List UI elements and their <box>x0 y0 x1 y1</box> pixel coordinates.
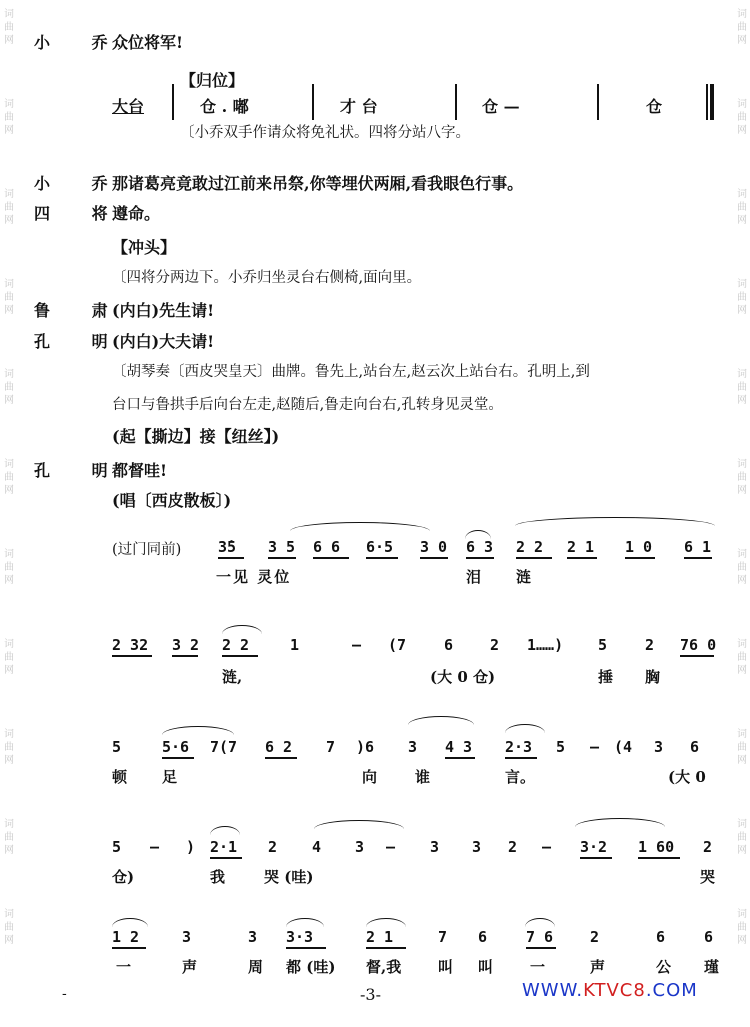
watermark-char: 网 <box>737 845 747 856</box>
note: 5·6 <box>162 738 190 756</box>
beam <box>172 655 198 657</box>
watermark-block <box>735 8 749 47</box>
lyric: 声 <box>182 958 198 976</box>
watermark-char: 网 <box>4 215 14 226</box>
watermark-char: 词 <box>4 459 14 470</box>
note: 7 <box>326 738 336 756</box>
note: (7 <box>388 636 407 654</box>
note: ) <box>186 838 196 856</box>
beam <box>265 757 297 759</box>
page-number: -3- <box>360 985 381 1004</box>
watermark-char: 词 <box>737 909 747 920</box>
watermark-char: 词 <box>737 819 747 830</box>
watermark-block <box>2 548 16 587</box>
lyric: 一 <box>116 958 132 976</box>
watermark-block <box>735 638 749 677</box>
note: 1 60 <box>638 838 675 856</box>
slur <box>575 818 665 827</box>
lyric: (大 0 <box>668 768 706 786</box>
watermark-char: 词 <box>737 729 747 740</box>
beam <box>684 557 712 559</box>
watermark-char: 词 <box>4 639 14 650</box>
note: 2 <box>645 636 655 654</box>
note: 3 <box>355 838 365 856</box>
lyric: 向 <box>362 768 378 786</box>
note: )6 <box>356 738 375 756</box>
note: (4 <box>614 738 633 756</box>
dialogue-text: (内白)大夫请! <box>112 332 215 351</box>
watermark-char: 网 <box>737 665 747 676</box>
stage-direction: 台口与鲁拱手后向台左走,赵随后,鲁走向台右,孔转身见灵堂。 <box>112 397 503 413</box>
watermark-char: 词 <box>4 909 14 920</box>
beam <box>420 557 448 559</box>
lyric: 顿 <box>112 768 128 786</box>
beam <box>526 947 556 949</box>
watermark-char: 曲 <box>4 922 14 933</box>
bar-line <box>172 84 174 120</box>
gui-wei-cell: 才 台 <box>340 97 378 116</box>
note: 3·3 <box>286 928 314 946</box>
note: 1 <box>290 636 300 654</box>
slur <box>286 918 324 927</box>
watermark-char: 曲 <box>737 292 747 303</box>
watermark-char: 曲 <box>737 112 747 123</box>
note: 5 <box>598 636 608 654</box>
lyric: 泪 <box>466 568 482 586</box>
watermark-char: 网 <box>737 755 747 766</box>
site-url <box>522 980 698 1001</box>
watermark-block <box>2 728 16 767</box>
lyric: 捶 <box>598 668 614 686</box>
lyric: 仓) <box>112 868 135 886</box>
note: — <box>150 838 160 856</box>
slur <box>505 724 545 733</box>
watermark-char: 曲 <box>4 202 14 213</box>
lyric: 胸 <box>645 668 661 686</box>
note: 2 2 <box>516 538 544 556</box>
watermark-char: 曲 <box>4 22 14 33</box>
watermark-char: 曲 <box>4 562 14 573</box>
note: 6 <box>656 928 666 946</box>
watermark-block <box>2 908 16 947</box>
watermark-char: 曲 <box>737 562 747 573</box>
note: 6 3 <box>466 538 494 556</box>
note: 3 <box>248 928 258 946</box>
beam <box>638 857 680 859</box>
watermark-block <box>735 368 749 407</box>
watermark-char: 词 <box>4 369 14 380</box>
note: 7(7 <box>210 738 238 756</box>
note: 2 <box>490 636 500 654</box>
watermark-char: 词 <box>737 549 747 560</box>
lyric: 谁 <box>415 768 431 786</box>
dialogue-text: 众位将军! <box>112 33 184 52</box>
role-name: 鲁 肃 <box>34 301 126 320</box>
watermark-char: 曲 <box>737 472 747 483</box>
watermark-char: 网 <box>737 35 747 46</box>
role-name: 四 将 <box>34 204 126 223</box>
beam <box>112 947 146 949</box>
watermark-char: 词 <box>4 9 14 20</box>
watermark-char: 网 <box>4 305 14 316</box>
note: 3 5 <box>268 538 296 556</box>
footer-mark: - <box>62 986 67 1002</box>
watermark-block <box>735 278 749 317</box>
role-name: 孔 明 <box>34 332 126 351</box>
lyric: 一 <box>530 958 546 976</box>
beam <box>466 557 494 559</box>
watermark-char: 曲 <box>737 652 747 663</box>
watermark-char: 词 <box>4 549 14 560</box>
slur <box>162 726 234 735</box>
watermark-char: 词 <box>4 189 14 200</box>
watermark-char: 曲 <box>4 652 14 663</box>
watermark-block <box>2 188 16 227</box>
bar-line <box>706 84 708 120</box>
watermark-char: 词 <box>737 279 747 290</box>
note: 5 <box>112 738 122 756</box>
note: 3̇5 <box>218 538 237 556</box>
dialogue-text: 那诸葛亮竟敢过江前来吊祭,你等埋伏两厢,看我眼色行事。 <box>112 174 524 193</box>
watermark-block <box>735 188 749 227</box>
note: 6 <box>704 928 714 946</box>
watermark-char: 词 <box>4 819 14 830</box>
lyric: 周 <box>248 958 264 976</box>
note: 6 <box>478 928 488 946</box>
watermark-block <box>735 458 749 497</box>
watermark-char: 曲 <box>737 202 747 213</box>
watermark-block <box>2 638 16 677</box>
gui-wei-cell: 仓 <box>646 97 663 116</box>
note: 7 6 <box>526 928 554 946</box>
watermark-char: 网 <box>737 485 747 496</box>
beam <box>445 757 475 759</box>
watermark-char: 词 <box>737 99 747 110</box>
note: 5 <box>112 838 122 856</box>
watermark-block <box>2 8 16 47</box>
beam <box>680 655 714 657</box>
beam <box>366 557 398 559</box>
note: 4 3 <box>445 738 473 756</box>
beam <box>516 557 552 559</box>
beam <box>625 557 655 559</box>
watermark-char: 词 <box>737 639 747 650</box>
gui-wei-cell: 仓 — <box>482 97 520 116</box>
watermark-char: 词 <box>737 459 747 470</box>
lyric: 涟, <box>222 668 243 686</box>
bar-line <box>597 84 599 120</box>
note: 2·3 <box>505 738 533 756</box>
note: — <box>590 738 600 756</box>
watermark-block <box>735 728 749 767</box>
note: 1……) <box>527 636 564 654</box>
watermark-block <box>2 458 16 497</box>
watermark-char: 网 <box>4 485 14 496</box>
note: 2 2 <box>222 636 250 654</box>
note: 6 <box>444 636 454 654</box>
note: 3 <box>430 838 440 856</box>
lyric: 哭 (哇) <box>264 868 314 886</box>
watermark-char: 网 <box>4 665 14 676</box>
watermark-char: 曲 <box>4 292 14 303</box>
watermark-char: 网 <box>4 935 14 946</box>
watermark-block <box>735 818 749 857</box>
lyric: 瑾 <box>704 958 720 976</box>
watermark-char: 词 <box>737 189 747 200</box>
watermark-block <box>2 278 16 317</box>
note: 3 2 <box>172 636 200 654</box>
slur <box>112 918 148 927</box>
lyric: 足 <box>162 768 178 786</box>
lyric: 涟 <box>516 568 532 586</box>
watermark-char: 曲 <box>737 22 747 33</box>
watermark-char: 词 <box>737 369 747 380</box>
stage-direction: 〔四将分两边下。小乔归坐灵台右侧椅,面向里。 <box>112 270 422 286</box>
note: — <box>386 838 396 856</box>
beam <box>286 947 326 949</box>
lyric: 声 <box>590 958 606 976</box>
beam <box>567 557 597 559</box>
watermark-char: 词 <box>4 99 14 110</box>
lyric: 公 <box>656 958 672 976</box>
watermark-char: 词 <box>4 279 14 290</box>
watermark-block <box>735 98 749 137</box>
note: 3 <box>654 738 664 756</box>
note: 1 0 <box>625 538 653 556</box>
watermark-char: 曲 <box>4 742 14 753</box>
note: 2 <box>703 838 713 856</box>
watermark-block <box>2 368 16 407</box>
note: 6 6 <box>313 538 341 556</box>
note: 4 <box>312 838 322 856</box>
gui-wei-start: 大台 <box>112 97 145 116</box>
beam <box>112 655 152 657</box>
watermark-char: 曲 <box>737 382 747 393</box>
note: 6 2 <box>265 738 293 756</box>
watermark-char: 网 <box>4 125 14 136</box>
watermark-block <box>735 908 749 947</box>
note: 2 32 <box>112 636 149 654</box>
watermark-char: 网 <box>737 305 747 316</box>
beam <box>505 757 537 759</box>
slur <box>210 826 240 835</box>
note: 7 <box>438 928 448 946</box>
watermark-char: 曲 <box>737 742 747 753</box>
beam <box>222 655 258 657</box>
gui-wei-label: 【归位】 <box>180 71 245 90</box>
watermark-char: 曲 <box>4 382 14 393</box>
note: 76 0 <box>680 636 717 654</box>
slur <box>525 918 555 927</box>
watermark-char: 网 <box>4 575 14 586</box>
note: 3 <box>408 738 418 756</box>
slur <box>408 716 474 725</box>
beam <box>218 557 244 559</box>
lyric: (大 0 仓) <box>430 668 496 686</box>
note: 2 <box>508 838 518 856</box>
watermark-block <box>2 98 16 137</box>
watermark-char: 网 <box>737 125 747 136</box>
note: 6 <box>690 738 700 756</box>
bar-line <box>455 84 457 120</box>
note: 2·1 <box>210 838 238 856</box>
note: 2 1 <box>567 538 595 556</box>
note: 1 2 <box>112 928 140 946</box>
note: 2 <box>268 838 278 856</box>
site-url-part: .COM <box>645 980 698 1001</box>
note: — <box>352 636 362 654</box>
watermark-char: 网 <box>737 215 747 226</box>
watermark-char: 网 <box>737 935 747 946</box>
sing-label: (唱〔西皮散板〕) <box>112 491 232 510</box>
note: 2 <box>590 928 600 946</box>
watermark-char: 网 <box>737 575 747 586</box>
note: 2 1 <box>366 928 394 946</box>
beam <box>268 557 296 559</box>
lyric: 叫 <box>438 958 454 976</box>
note: 6 1 <box>684 538 712 556</box>
beam <box>210 857 242 859</box>
slur <box>290 522 430 531</box>
role-name: 小 乔 <box>34 174 126 193</box>
watermark-char: 曲 <box>737 832 747 843</box>
watermark-block <box>735 548 749 587</box>
lyric: 一见 灵位 <box>216 568 292 586</box>
stage-direction: 〔小乔双手作请众将免礼状。四将分站八字。 <box>180 125 470 141</box>
beam <box>580 857 612 859</box>
lyric: 我 <box>210 868 226 886</box>
dialogue-text: 都督哇! <box>112 461 168 480</box>
lyric: 叫 <box>478 958 494 976</box>
slur <box>222 625 262 634</box>
site-url-part: KTVC8 <box>583 980 646 1001</box>
beam <box>162 757 194 759</box>
watermark-char: 曲 <box>737 922 747 933</box>
watermark-char: 网 <box>4 35 14 46</box>
note: 3 <box>472 838 482 856</box>
watermark-char: 网 <box>4 395 14 406</box>
watermark-char: 曲 <box>4 112 14 123</box>
chong-tou-label: 【冲头】 <box>112 238 177 257</box>
bar-line <box>312 84 314 120</box>
slur <box>314 820 404 829</box>
note: 3 <box>182 928 192 946</box>
watermark-char: 网 <box>4 755 14 766</box>
beam <box>313 557 349 559</box>
note: 5 <box>556 738 566 756</box>
note: 6·5 <box>366 538 394 556</box>
lyric: 督,我 <box>366 958 402 976</box>
watermark-char: 词 <box>737 9 747 20</box>
lyric: 都 (哇) <box>286 958 336 976</box>
note: 3 0 <box>420 538 448 556</box>
stage-direction: (起【撕边】接【纽丝】) <box>112 427 280 446</box>
site-url-part: WWW. <box>522 980 584 1001</box>
intro-label: (过门同前) <box>112 542 182 558</box>
watermark-char: 曲 <box>4 472 14 483</box>
slur <box>366 918 406 927</box>
watermark-char: 词 <box>4 729 14 740</box>
role-name: 孔 明 <box>34 461 126 480</box>
slur <box>515 517 715 526</box>
role-name: 小 乔 <box>34 33 126 52</box>
watermark-block <box>2 818 16 857</box>
end-bar-line <box>710 84 714 120</box>
dialogue-text: (内白)先生请! <box>112 301 215 320</box>
note: 3·2 <box>580 838 608 856</box>
dialogue-text: 遵命。 <box>112 204 161 223</box>
stage-direction: 〔胡琴奏〔西皮哭皇天〕曲牌。鲁先上,站台左,赵云次上站台右。孔明上,到 <box>112 364 590 380</box>
watermark-char: 曲 <box>4 832 14 843</box>
beam <box>366 947 406 949</box>
lyric: 哭 <box>700 868 716 886</box>
watermark-char: 网 <box>737 395 747 406</box>
watermark-char: 网 <box>4 845 14 856</box>
lyric: 言。 <box>505 768 536 786</box>
note: — <box>542 838 552 856</box>
gui-wei-cell: 仓 . 嘟 <box>200 97 249 116</box>
